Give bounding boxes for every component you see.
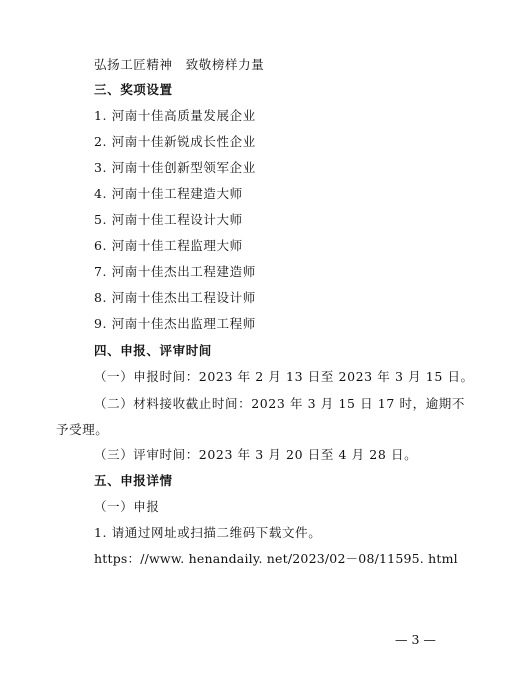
award-item-3: 3. 河南十佳创新型领军企业: [94, 160, 256, 175]
award-item-9: 9. 河南十佳杰出监理工程师: [94, 316, 256, 331]
instruction-download: 1. 请通过网址或扫描二维码下载文件。: [94, 525, 322, 540]
subsection-heading-application: （一）申报: [94, 499, 160, 514]
section-heading-awards: 三、奖项设置: [94, 82, 173, 97]
date-item-application: （一）申报时间：2023 年 2 月 13 日至 2023 年 3 月 15 日。: [94, 369, 474, 384]
page-number: — 3 —: [395, 632, 436, 647]
award-item-1: 1. 河南十佳高质量发展企业: [94, 108, 256, 123]
award-item-5: 5. 河南十佳工程设计大师: [94, 212, 243, 227]
motto-line: 弘扬工匠精神 致敬榜样力量: [94, 57, 265, 72]
date-item-deadline: （二）材料接收截止时间：2023 年 3 月 15 日 17 时，逾期不: [94, 396, 465, 411]
award-item-7: 7. 河南十佳杰出工程建造师: [94, 264, 256, 279]
award-item-4: 4. 河南十佳工程建造大师: [94, 186, 243, 201]
award-item-6: 6. 河南十佳工程监理大师: [94, 238, 243, 253]
date-item-deadline-continued: 予受理。: [56, 422, 109, 437]
section-heading-details: 五、申报详情: [94, 473, 173, 488]
award-item-8: 8. 河南十佳杰出工程设计师: [94, 290, 256, 305]
section-heading-dates: 四、申报、评审时间: [94, 343, 212, 358]
download-url: https：//www. henandaily. net/2023/02－08/11595. html: [94, 551, 458, 566]
date-item-review: （三）评审时间：2023 年 3 月 20 日至 4 月 28 日。: [94, 447, 418, 462]
award-item-2: 2. 河南十佳新锐成长性企业: [94, 134, 256, 149]
